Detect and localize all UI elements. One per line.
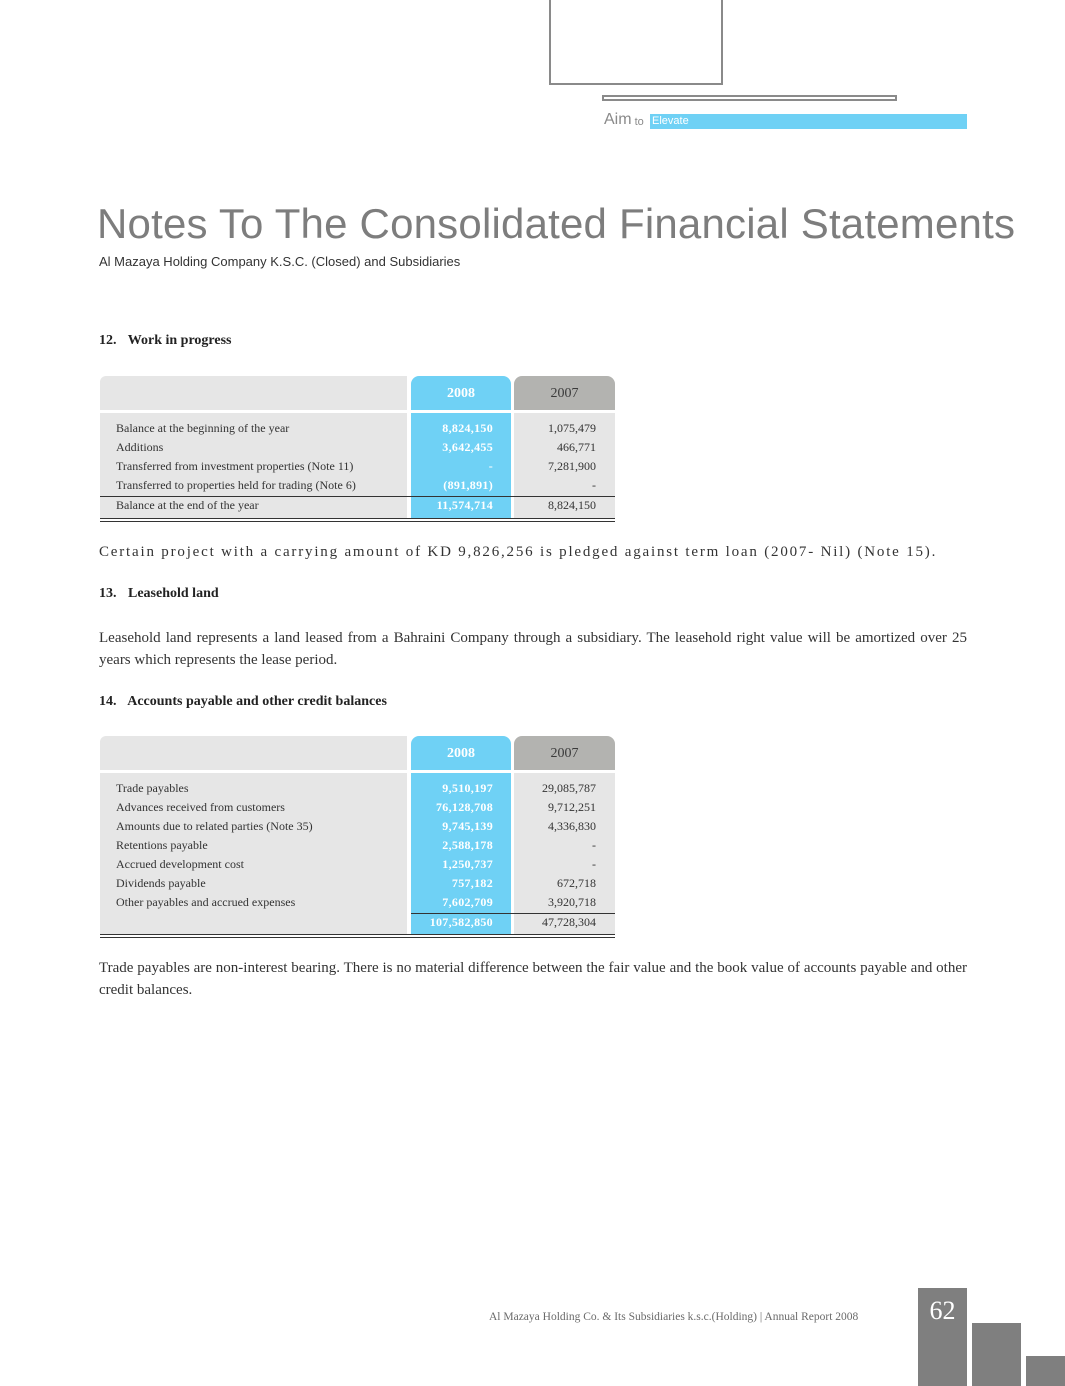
page-number: 62	[929, 1296, 956, 1325]
row-value-2008: 107,582,850	[429, 915, 493, 929]
tagline-aim: Aim	[604, 111, 632, 128]
row-value-2008: 76,128,708	[436, 800, 493, 814]
table-row	[100, 836, 615, 855]
row-value-2007: 7,281,900	[548, 459, 596, 473]
row-value-2007: 47,728,304	[542, 915, 596, 929]
table-row	[100, 438, 615, 457]
row-value-2008: 2,588,178	[442, 838, 493, 852]
table-row	[100, 798, 615, 817]
table-row	[100, 419, 615, 438]
section-14-heading	[99, 694, 387, 710]
section-13-heading	[99, 586, 219, 602]
table-row	[100, 893, 615, 912]
section-14-number: 14.	[99, 694, 117, 709]
row-value-2008: -	[488, 459, 493, 473]
work-in-progress-table	[100, 376, 615, 522]
column-header-2007: 2007	[514, 736, 615, 770]
row-value-2007: 9,712,251	[548, 800, 596, 814]
row-value-2007: 466,771	[557, 440, 596, 454]
row-value-2008: 3,642,455	[442, 440, 493, 454]
row-label: Additions	[116, 440, 164, 454]
column-header-2007: 2007	[514, 376, 615, 410]
row-value-2007: -	[592, 857, 596, 871]
tagline	[604, 110, 644, 130]
row-value-2008: 9,745,139	[442, 819, 493, 833]
tagline-highlight	[650, 114, 967, 129]
footer-decorative-block-small	[1026, 1356, 1065, 1386]
row-value-2008: 1,250,737	[442, 857, 493, 871]
page-subtitle: Al Mazaya Holding Company K.S.C. (Closed) and Subsidiaries	[99, 254, 461, 269]
row-label: Transferred to properties held for trading (Note 6)	[116, 478, 356, 492]
total-double-rule-top	[100, 518, 615, 519]
tagline-to: to	[634, 116, 644, 128]
total-double-rule-bottom	[100, 521, 615, 522]
table-row	[100, 476, 615, 495]
table-row	[100, 457, 615, 476]
table-header-label-cell	[100, 736, 407, 770]
row-label: Accrued development cost	[116, 857, 244, 871]
total-double-rule-bottom	[100, 937, 615, 938]
tagline-elevate: Elevate	[652, 115, 689, 127]
leasehold-land-paragraph: Leasehold land represents a land leased from a Bahraini Company through a subsidiary. The leasehold right value will be amortized over 25 years which represents the lease period.	[99, 630, 967, 668]
section-14-title: Accounts payable and other credit balances	[127, 694, 387, 709]
row-value-2007: -	[592, 838, 596, 852]
section-13-title: Leasehold land	[128, 586, 219, 601]
section-13-number: 13.	[99, 586, 117, 601]
table-header-label-cell	[100, 376, 407, 410]
row-value-2007: 4,336,830	[548, 819, 596, 833]
row-label: Transferred from investment properties (Note 11)	[116, 459, 354, 473]
header-decorative-bar	[602, 95, 897, 101]
row-label: Dividends payable	[116, 876, 206, 890]
row-value-2007: 3,920,718	[548, 895, 596, 909]
row-label: Amounts due to related parties (Note 35)	[116, 819, 313, 833]
row-value-2007: -	[592, 478, 596, 492]
row-label: Balance at the beginning of the year	[116, 421, 290, 435]
row-value-2007: 29,085,787	[542, 781, 596, 795]
page-title: Notes To The Consolidated Financial Statements	[97, 200, 1016, 247]
table-row	[100, 874, 615, 893]
footer-report-title: Al Mazaya Holding Co. & Its Subsidiaries k.s.c.(Holding) | Annual Report 2008	[489, 1311, 859, 1323]
row-value-2008: 8,824,150	[442, 421, 493, 435]
accounts-payable-table	[100, 736, 615, 938]
row-label: Retentions payable	[116, 838, 208, 852]
table-row-total	[100, 496, 615, 515]
row-value-2008: 757,182	[451, 876, 493, 890]
row-value-2007: 672,718	[557, 876, 596, 890]
table-row	[100, 855, 615, 874]
section-12-heading	[99, 333, 231, 349]
row-value-2007: 1,075,479	[548, 421, 596, 435]
column-header-2008: 2008	[411, 736, 511, 770]
total-double-rule-top	[100, 934, 615, 935]
row-value-2008: 11,574,714	[436, 498, 493, 512]
header-decorative-frame	[549, 0, 723, 85]
column-header-2008: 2008	[411, 376, 511, 410]
row-label: Advances received from customers	[116, 800, 285, 814]
footer-decorative-block	[972, 1323, 1021, 1386]
row-value-2008: 9,510,197	[442, 781, 493, 795]
row-label: Balance at the end of the year	[116, 498, 259, 512]
accounts-payable-paragraph: Trade payables are non-interest bearing. There is no material difference between the fair value and the book value of accounts payable and other credit balances.	[99, 960, 967, 998]
row-value-2008: 7,602,709	[442, 895, 493, 909]
row-value-2007: 8,824,150	[548, 498, 596, 512]
table-row	[100, 779, 615, 798]
row-label: Trade payables	[116, 781, 189, 795]
table-row	[100, 817, 615, 836]
row-label: Other payables and accrued expenses	[116, 895, 296, 909]
section-12-title: Work in progress	[127, 333, 232, 348]
section-12-number: 12.	[99, 333, 117, 348]
work-in-progress-note: Certain project with a carrying amount of KD 9,826,256 is pledged against term loan (2007- Nil) (Note 15).	[99, 544, 938, 560]
row-value-2008: (891,891)	[443, 478, 493, 492]
table-row-total	[100, 913, 615, 932]
